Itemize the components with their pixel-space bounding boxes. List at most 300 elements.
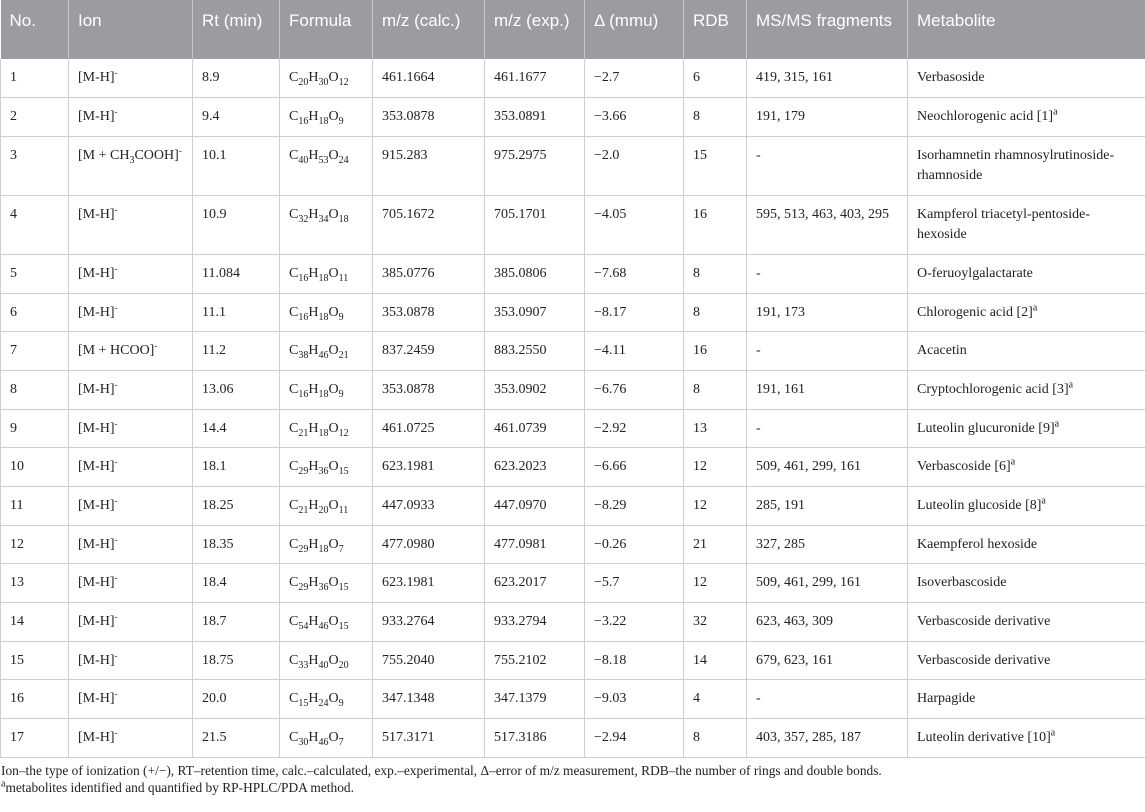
table-row	[1, 719, 1145, 758]
metabolite-name: O-feruoylgalactarate	[917, 265, 1033, 281]
cell-ion	[69, 98, 193, 137]
formula-count: 18	[318, 543, 329, 555]
cell-no: 15	[1, 641, 69, 680]
metabolite-name: Verbascoside [6]	[917, 459, 1011, 475]
formula-element: H	[308, 730, 319, 746]
formula-element: C	[289, 420, 299, 436]
ion-value: [M-H]	[78, 381, 115, 397]
cell-mz-calc: 447.0933	[373, 487, 485, 526]
ion-charge: -	[114, 572, 118, 583]
ion-value: [M-H]	[78, 70, 115, 85]
formula-element: H	[308, 343, 319, 359]
formula-element: C	[289, 206, 299, 222]
table-row	[1, 195, 1145, 254]
cell-rdb: 14	[684, 641, 747, 680]
metabolite-name: Acacetin	[917, 343, 967, 359]
formula-count: 9	[338, 115, 344, 127]
table-footnotes	[0, 758, 1145, 796]
cell-formula	[280, 564, 373, 603]
formula-element: O	[328, 730, 339, 746]
cell-metabolite	[908, 641, 1145, 680]
cell-rt: 10.9	[193, 195, 280, 254]
header-row	[1, 0, 1145, 59]
cell-mz-calc: 353.0878	[373, 98, 485, 137]
formula-count: 9	[338, 698, 344, 710]
cell-fragments: 327, 285	[747, 525, 908, 564]
metabolite-name: Verbascoside derivative	[917, 652, 1051, 668]
table-row	[1, 136, 1145, 195]
formula-element: C	[289, 343, 299, 359]
cell-metabolite	[908, 293, 1145, 332]
cell-rt: 21.5	[193, 719, 280, 758]
formula-count: 34	[318, 213, 329, 225]
formula-element: C	[289, 459, 299, 475]
cell-fragments: 403, 357, 285, 187	[747, 719, 908, 758]
cell-mz-calc: 461.1664	[373, 59, 485, 98]
cell-delta: −2.0	[585, 136, 684, 195]
formula-element: H	[308, 498, 319, 513]
formula-count: 18	[318, 388, 329, 400]
cell-mz-calc: 837.2459	[373, 332, 485, 371]
metabolite-mark: a	[1050, 727, 1056, 739]
cell-rdb: 16	[684, 332, 747, 371]
formula-count: 40	[298, 154, 309, 166]
footnote-mark: a	[1, 778, 6, 790]
cell-delta: −4.05	[585, 195, 684, 254]
formula-element: H	[308, 691, 319, 707]
cell-mz-calc: 353.0878	[373, 293, 485, 332]
cell-rdb: 21	[684, 525, 747, 564]
cell-formula	[280, 680, 373, 719]
cell-formula	[280, 293, 373, 332]
cell-rdb: 12	[684, 487, 747, 526]
formula-count: 12	[338, 76, 349, 88]
col-header-fragments: MS/MS fragments	[747, 0, 908, 59]
cell-ion	[69, 719, 193, 758]
formula-count: 24	[338, 154, 349, 166]
formula-count: 18	[318, 272, 329, 284]
metabolite-name: Isorhamnetin rhamnosylrutinoside-rhamnoside	[917, 147, 1115, 183]
cell-rt: 18.4	[193, 564, 280, 603]
formula-element: C	[289, 498, 299, 513]
cell-ion	[69, 448, 193, 487]
cell-metabolite	[908, 564, 1145, 603]
formula-element: O	[328, 265, 339, 281]
cell-rt: 11.1	[193, 293, 280, 332]
cell-mz-exp: 623.2017	[485, 564, 585, 603]
formula-count: 15	[338, 582, 349, 594]
cell-rt: 18.75	[193, 641, 280, 680]
metabolite-mark: a	[1032, 301, 1038, 313]
formula-element: O	[328, 381, 339, 397]
cell-rdb: 4	[684, 680, 747, 719]
cell-formula	[280, 332, 373, 371]
cell-mz-exp: 461.1677	[485, 59, 585, 98]
ion-value: [M-H]	[78, 536, 115, 552]
cell-no: 8	[1, 370, 69, 409]
cell-mz-calc: 347.1348	[373, 680, 485, 719]
col-header-ion: Ion	[69, 0, 193, 59]
cell-rt: 18.35	[193, 525, 280, 564]
formula-element: C	[289, 730, 299, 746]
formula-element: H	[308, 614, 319, 630]
cell-rdb: 16	[684, 195, 747, 254]
cell-rdb: 32	[684, 603, 747, 642]
ion-value: [M-H]	[78, 459, 115, 475]
formula-count: 18	[318, 115, 329, 127]
formula-element: C	[289, 109, 299, 125]
cell-formula	[280, 525, 373, 564]
ion-value: [M-H]	[78, 304, 115, 320]
formula-count: 46	[318, 350, 329, 362]
formula-count: 9	[338, 388, 344, 400]
cell-delta: −5.7	[585, 564, 684, 603]
cell-delta: −3.22	[585, 603, 684, 642]
ion-value: [M-H]	[78, 652, 115, 668]
cell-no: 14	[1, 603, 69, 642]
cell-ion	[69, 136, 193, 195]
cell-no: 4	[1, 195, 69, 254]
cell-mz-exp: 755.2102	[485, 641, 585, 680]
formula-element: C	[289, 147, 299, 163]
cell-ion	[69, 487, 193, 526]
table-row	[1, 98, 1145, 137]
cell-no: 9	[1, 409, 69, 448]
cell-mz-calc: 755.2040	[373, 641, 485, 680]
metabolite-mark: a	[1041, 495, 1046, 507]
cell-mz-exp: 385.0806	[485, 254, 585, 293]
formula-count: 16	[298, 272, 309, 284]
formula-element: C	[289, 652, 299, 668]
cell-fragments: 191, 161	[747, 370, 908, 409]
cell-mz-calc: 385.0776	[373, 254, 485, 293]
formula-element: H	[308, 381, 319, 397]
cell-delta: −2.94	[585, 719, 684, 758]
table-row	[1, 293, 1145, 332]
table-row	[1, 525, 1145, 564]
col-header-rt: Rt (min)	[193, 0, 280, 59]
cell-mz-exp: 975.2975	[485, 136, 585, 195]
cell-delta: −8.29	[585, 487, 684, 526]
table-row	[1, 370, 1145, 409]
cell-fragments: 285, 191	[747, 487, 908, 526]
formula-element: O	[328, 652, 339, 668]
cell-delta: −7.68	[585, 254, 684, 293]
formula-element: H	[308, 652, 319, 668]
cell-mz-calc: 623.1981	[373, 564, 485, 603]
cell-fragments: 191, 173	[747, 293, 908, 332]
cell-formula	[280, 59, 373, 98]
formula-count: 7	[338, 543, 344, 555]
metabolite-name: Luteolin derivative [10]	[917, 730, 1051, 746]
ion-charge: -	[114, 534, 118, 545]
formula-count: 12	[338, 427, 349, 439]
formula-element: C	[289, 691, 299, 707]
cell-ion	[69, 603, 193, 642]
cell-metabolite	[908, 719, 1145, 758]
cell-mz-calc: 353.0878	[373, 370, 485, 409]
col-header-delta: Δ (mmu)	[585, 0, 684, 59]
table-row	[1, 254, 1145, 293]
ion-charge: -	[114, 688, 118, 699]
cell-ion	[69, 59, 193, 98]
cell-metabolite	[908, 680, 1145, 719]
metabolite-mark: a	[1053, 106, 1058, 118]
cell-rt: 20.0	[193, 680, 280, 719]
cell-rt: 13.06	[193, 370, 280, 409]
formula-count: 11	[338, 504, 349, 516]
cell-mz-exp: 883.2550	[485, 332, 585, 371]
cell-no: 3	[1, 136, 69, 195]
cell-metabolite	[908, 254, 1145, 293]
formula-count: 7	[338, 736, 344, 748]
metabolite-name: Isoverbascoside	[917, 575, 1007, 591]
cell-delta: −2.92	[585, 409, 684, 448]
col-header-mz-calc: m/z (calc.)	[373, 0, 485, 59]
cell-rt: 10.1	[193, 136, 280, 195]
col-header-no: No.	[1, 0, 69, 59]
metabolite-name: Luteolin glucoside [8]	[917, 498, 1042, 513]
cell-fragments: 509, 461, 299, 161	[747, 448, 908, 487]
formula-count: 20	[318, 504, 329, 516]
cell-metabolite	[908, 195, 1145, 254]
cell-formula	[280, 409, 373, 448]
metabolite-name: Kaempferol hexoside	[917, 536, 1038, 552]
formula-element: H	[308, 109, 319, 125]
formula-count: 33	[298, 659, 309, 671]
cell-rdb: 8	[684, 370, 747, 409]
ion-value: [M-H]	[78, 691, 115, 707]
cell-rdb: 8	[684, 293, 747, 332]
formula-count: 54	[298, 620, 309, 632]
formula-count: 16	[298, 388, 309, 400]
formula-count: 29	[298, 582, 309, 594]
ion-charge: -	[114, 727, 118, 738]
cell-metabolite	[908, 525, 1145, 564]
ion-value: [M-H]	[78, 420, 115, 436]
cell-fragments: 679, 623, 161	[747, 641, 908, 680]
ion-value: [M-H]	[78, 614, 115, 630]
cell-mz-exp: 353.0902	[485, 370, 585, 409]
cell-formula	[280, 641, 373, 680]
cell-rt: 11.2	[193, 332, 280, 371]
formula-count: 15	[338, 620, 349, 632]
ion-value: [M-H]	[78, 206, 115, 222]
table-row	[1, 564, 1145, 603]
col-header-mz-exp: m/z (exp.)	[485, 0, 585, 59]
formula-element: H	[308, 459, 319, 475]
footnote-abbreviations: Ion–the type of ionization (+/−), RT–retention time, calc.–calculated, exp.–experimental, Δ–error of m/z measurement, RDB–the number of rings and double bonds.	[1, 762, 882, 778]
formula-element: O	[328, 206, 339, 222]
ion-value: [M-H]	[78, 265, 115, 281]
formula-count: 20	[298, 76, 309, 88]
ion-value: [M + HCOO]	[78, 343, 155, 359]
formula-count: 21	[298, 427, 309, 439]
col-header-formula: Formula	[280, 0, 373, 59]
cell-mz-exp: 517.3186	[485, 719, 585, 758]
ion-charge: -	[114, 204, 118, 215]
metabolite-name: Kampferol triacetyl-pentoside-hexoside	[917, 206, 1090, 242]
formula-element: C	[289, 536, 299, 552]
formula-count: 38	[298, 350, 309, 362]
cell-metabolite	[908, 59, 1145, 98]
cell-fragments: -	[747, 254, 908, 293]
formula-element: O	[328, 536, 339, 552]
formula-element: H	[308, 70, 319, 85]
cell-formula	[280, 136, 373, 195]
formula-element: C	[289, 304, 299, 320]
formula-element: C	[289, 381, 299, 397]
formula-element: O	[328, 614, 339, 630]
cell-no: 12	[1, 525, 69, 564]
metabolite-name: Harpagide	[917, 691, 976, 707]
cell-ion	[69, 409, 193, 448]
formula-count: 30	[298, 736, 309, 748]
formula-element: O	[328, 575, 339, 591]
cell-delta: −9.03	[585, 680, 684, 719]
metabolite-name: Neochlorogenic acid [1]	[917, 109, 1054, 125]
cell-rdb: 6	[684, 59, 747, 98]
cell-rt: 18.1	[193, 448, 280, 487]
ion-value: [M-H]	[78, 575, 115, 591]
cell-metabolite	[908, 409, 1145, 448]
cell-no: 16	[1, 680, 69, 719]
cell-fragments: 419, 315, 161	[747, 59, 908, 98]
cell-delta: −0.26	[585, 525, 684, 564]
cell-mz-exp: 447.0970	[485, 487, 585, 526]
cell-delta: −8.17	[585, 293, 684, 332]
formula-element: H	[308, 147, 319, 163]
cell-mz-calc: 705.1672	[373, 195, 485, 254]
cell-rdb: 12	[684, 564, 747, 603]
formula-count: 46	[318, 736, 329, 748]
formula-count: 11	[338, 272, 349, 284]
cell-mz-exp: 353.0907	[485, 293, 585, 332]
ion-charge: -	[114, 495, 118, 506]
formula-element: H	[308, 420, 319, 436]
col-header-rdb: RDB	[684, 0, 747, 59]
cell-ion	[69, 641, 193, 680]
table-row	[1, 680, 1145, 719]
ion-charge: -	[178, 145, 182, 156]
cell-ion	[69, 195, 193, 254]
table-row	[1, 59, 1145, 98]
cell-no: 10	[1, 448, 69, 487]
cell-ion	[69, 254, 193, 293]
formula-element: O	[328, 343, 339, 359]
footnote-method-text: metabolites identified and quantified by RP-HPLC/PDA method.	[5, 779, 354, 795]
metabolite-name: Cryptochlorogenic acid [3]	[917, 381, 1069, 397]
table-row	[1, 603, 1145, 642]
cell-no: 7	[1, 332, 69, 371]
cell-metabolite	[908, 603, 1145, 642]
cell-metabolite	[908, 487, 1145, 526]
cell-metabolite	[908, 448, 1145, 487]
formula-count: 9	[338, 311, 344, 323]
formula-element: O	[328, 691, 339, 707]
ion-charge: -	[154, 340, 158, 351]
formula-count: 15	[298, 698, 309, 710]
formula-element: O	[328, 459, 339, 475]
metabolite-name: Luteolin glucuronide [9]	[917, 420, 1055, 436]
formula-count: 30	[318, 76, 329, 88]
ion-charge: -	[114, 379, 118, 390]
formula-element: C	[289, 575, 299, 591]
cell-delta: −8.18	[585, 641, 684, 680]
ion-subscript: 3	[129, 154, 135, 166]
cell-mz-calc: 933.2764	[373, 603, 485, 642]
cell-mz-exp: 347.1379	[485, 680, 585, 719]
table-row	[1, 409, 1145, 448]
cell-rt: 11.084	[193, 254, 280, 293]
ion-charge: -	[114, 301, 118, 312]
cell-ion	[69, 370, 193, 409]
cell-delta: −6.66	[585, 448, 684, 487]
cell-fragments: -	[747, 332, 908, 371]
formula-count: 18	[318, 311, 329, 323]
cell-formula	[280, 719, 373, 758]
cell-formula	[280, 448, 373, 487]
ion-value: $[M + CH_3COOH]$	[78, 147, 179, 166]
formula-count: 20	[338, 659, 349, 671]
cell-formula	[280, 254, 373, 293]
ion-charge: -	[114, 650, 118, 661]
formula-count: 16	[298, 115, 309, 127]
cell-metabolite	[908, 332, 1145, 371]
formula-element: H	[308, 575, 319, 591]
ion-charge: -	[114, 106, 118, 117]
metabolite-mark: a	[1010, 456, 1016, 468]
cell-metabolite	[908, 370, 1145, 409]
ion-value: [M-H]	[78, 498, 115, 513]
cell-rt: 18.25	[193, 487, 280, 526]
footnote-method	[1, 779, 1145, 796]
cell-mz-exp: 933.2794	[485, 603, 585, 642]
cell-mz-calc: 461.0725	[373, 409, 485, 448]
formula-count: 24	[318, 698, 329, 710]
formula-count: 53	[318, 154, 329, 166]
cell-fragments: -	[747, 409, 908, 448]
formula-element: C	[289, 614, 299, 630]
cell-delta: −2.7	[585, 59, 684, 98]
cell-mz-exp: 353.0891	[485, 98, 585, 137]
formula-element: O	[328, 304, 339, 320]
table-body	[1, 59, 1145, 757]
metabolite-mark: a	[1068, 379, 1074, 391]
cell-fragments: 509, 461, 299, 161	[747, 564, 908, 603]
ion-value: [M-H]	[78, 730, 115, 746]
cell-mz-calc: 517.3171	[373, 719, 485, 758]
cell-fragments: 595, 513, 463, 403, 295	[747, 195, 908, 254]
cell-no: 17	[1, 719, 69, 758]
cell-formula	[280, 195, 373, 254]
formula-count: 21	[298, 504, 309, 516]
formula-count: 36	[318, 582, 329, 594]
table-row	[1, 448, 1145, 487]
metabolite-name: Verbascoside derivative	[917, 614, 1051, 630]
formula-count: 21	[338, 350, 349, 362]
formula-element: O	[328, 420, 339, 436]
ion-charge: -	[114, 456, 118, 467]
formula-count: 32	[298, 213, 309, 225]
table-row	[1, 487, 1145, 526]
cell-no: 2	[1, 98, 69, 137]
formula-count: 40	[318, 659, 329, 671]
ion-value: [M-H]	[78, 109, 115, 125]
cell-formula	[280, 487, 373, 526]
cell-mz-exp: 705.1701	[485, 195, 585, 254]
cell-metabolite	[908, 136, 1145, 195]
